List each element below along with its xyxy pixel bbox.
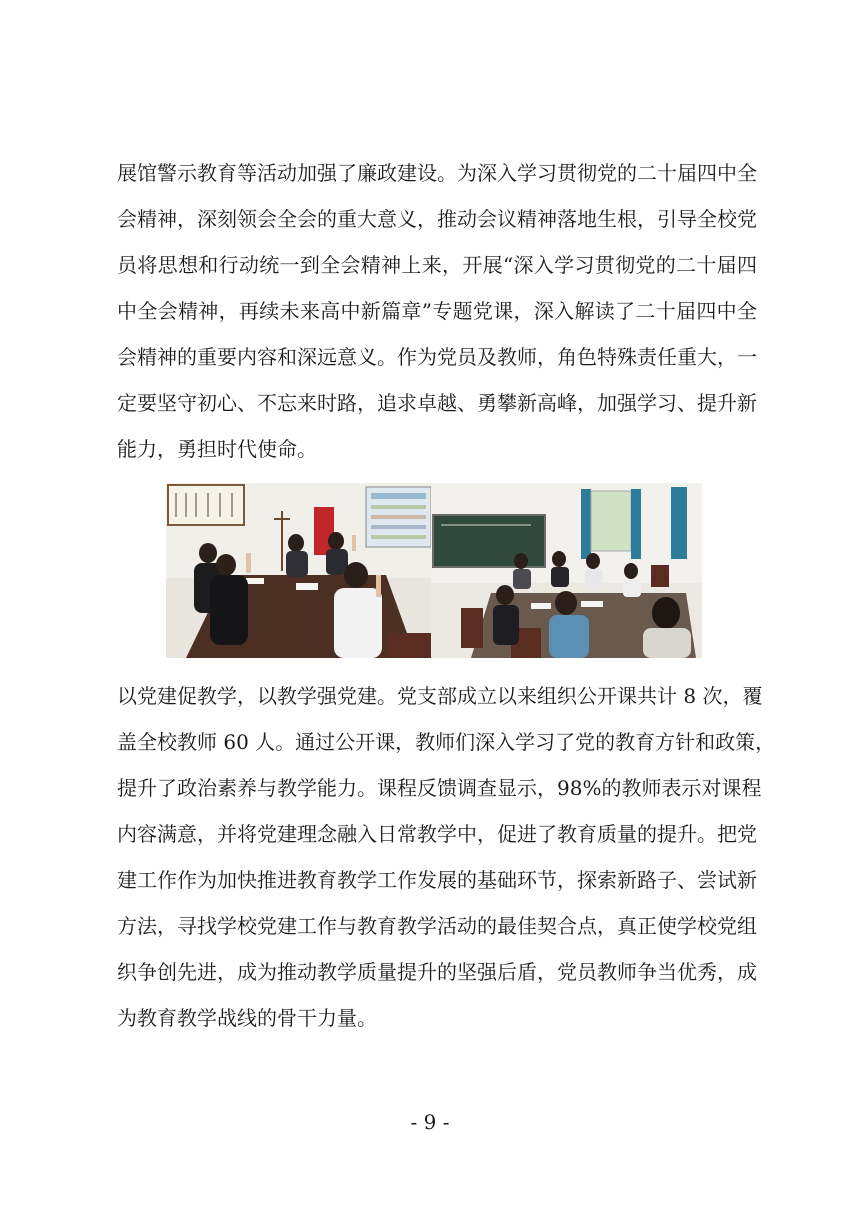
text-line: 会精神的重要内容和深远意义。作为党员及教师，角色特殊责任重大，一 [117,345,757,369]
text-line: 内容满意，并将党建理念融入日常教学中，促进了教育质量的提升。把党 [117,822,757,846]
paragraph-party-lecture [117,150,757,472]
text-line: 提升了政治素养与教学能力。课程反馈调查显示，98%的教师表示对课程 [117,776,762,800]
text-line: 定要坚守初心、不忘来时路，追求卓越、勇攀新高峰，加强学习、提升新 [117,391,757,415]
text-line: 会精神，深刻领会全会的重大意义，推动会议精神落地生根，引导全校党 [117,207,757,231]
paragraph-open-classes [117,673,776,1041]
text-line: 织争创先进，成为推动教学质量提升的坚强后盾，党员教师争当优秀，成 [117,960,757,984]
text-line: 中全会精神，再续未来高中新篇章”专题党课，深入解读了二十届四中全 [117,299,757,323]
text-line: 建工作作为加快推进教育教学工作发展的基础环节，探索新路子、尝试新 [117,868,757,892]
text-line: 以党建促教学，以教学强党建。党支部成立以来组织公开课共计 8 次，覆 [117,684,763,708]
photo-strip [166,483,702,658]
text-line: 为教育教学战线的骨干力量。 [117,1006,377,1030]
text-line: 展馆警示教育等活动加强了廉政建设。为深入学习贯彻党的二十届四中全 [117,161,757,185]
meeting-photo-right [431,483,702,658]
meeting-photo-left [166,483,431,658]
page-number: - 9 - [410,1110,450,1134]
text-line: 方法，寻找学校党建工作与教育教学活动的最佳契合点，真正使学校党组 [117,914,757,938]
text-line: 盖全校教师 60 人。通过公开课，教师们深入学习了党的教育方针和政策， [117,730,776,754]
text-line: 员将思想和行动统一到全会精神上来，开展“深入学习贯彻党的二十届四 [117,253,757,277]
text-line: 能力，勇担时代使命。 [117,437,317,461]
